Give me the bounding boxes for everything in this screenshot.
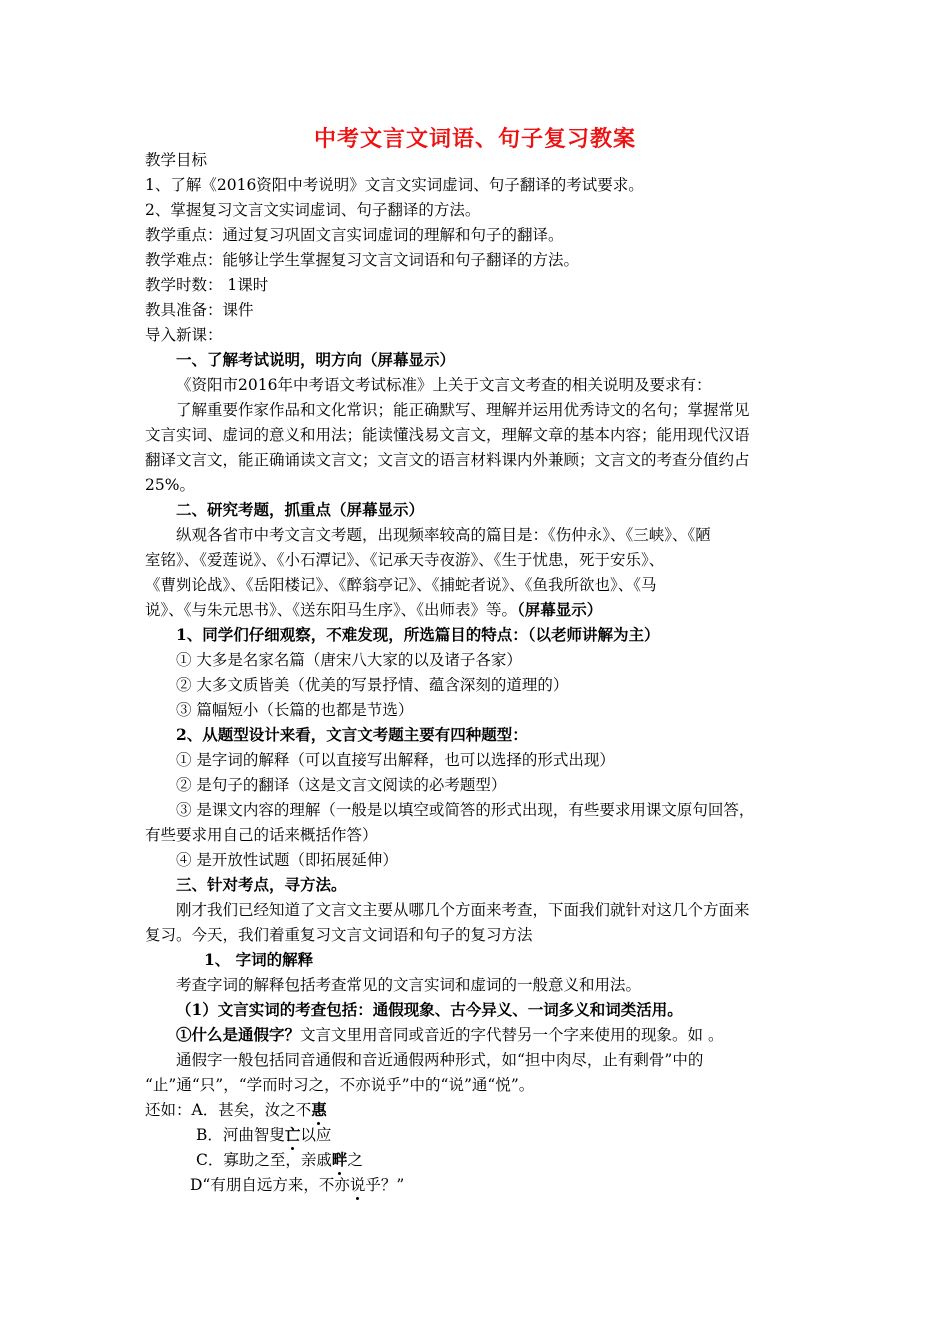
section-heading: 二、研究考题，抓重点（屏幕显示） [176, 500, 425, 519]
screen-display-note: （屏幕显示） [517, 600, 603, 619]
text-line: 教学难点：能够让学生掌握复习文言文词语和句子翻译的方法。 [145, 251, 580, 269]
text-span: 还如：A．甚矣，汝之不 [145, 1101, 312, 1119]
text-line: 通假字一般包括同音通假和音近通假两种形式，如“担中肉尽，止有剩骨”中的 [176, 1051, 704, 1069]
list-item: ① 大多是名家名篇（唐宋八大家的以及诸子各家） [176, 651, 522, 669]
example-line [196, 1150, 363, 1170]
list-item: ③ 篇幅短小（长篇的也都是节选） [176, 701, 414, 719]
emphasized-character: 说 [349, 1176, 366, 1194]
text-span: B．河曲智叟 [196, 1126, 285, 1144]
emphasized-character: 亡 [284, 1125, 301, 1144]
subsection-heading: 1、同学们仔细观察，不难发现，所选篇目的特点：（以老师讲解为主） [176, 625, 660, 644]
section-heading: 一、了解考试说明，明方向（屏幕显示） [176, 350, 456, 369]
emphasized-character: 畔 [331, 1150, 348, 1169]
text-line: 翻译文言文，能正确诵读文言文；文言文的语言材料课内外兼顾；文言文的考查分值约占 [145, 451, 750, 469]
text-line: 教学目标 [145, 151, 208, 169]
document-title: 中考文言文词语、句子复习教案 [313, 126, 636, 152]
subsection-heading: 1、 字词的解释 [204, 950, 314, 969]
text-line: 有些要求用自己的话来概括作答） [145, 826, 378, 844]
text-line: 纵观各省市中考文言文考题，出现频率较高的篇目是：《伤仲永》、《三峡》、《陋 [176, 526, 711, 544]
text-span: 之 [347, 1151, 363, 1169]
example-line [196, 1125, 331, 1145]
text-line: 刚才我们已经知道了文言文主要从哪几个方面来考查，下面我们就针对这几个方面来 [176, 901, 750, 919]
text-line [145, 600, 602, 620]
section-heading: 三、针对考点，寻方法。 [176, 875, 347, 894]
text-line: 了解重要作家作品和文化常识；能正确默写、理解并运用优秀诗文的名句；掌握常见 [176, 401, 750, 419]
text-line: 教具准备：课件 [145, 301, 254, 319]
subsection-heading: （1）文言实词的考查包括：通假现象、古今异义、一词多义和词类活用。 [176, 1000, 683, 1019]
text-line: 室铭》、《爱莲说》、《小石潭记》、《记承天寺夜游》、《生于忧患，死于安乐》、 [145, 551, 665, 569]
subsection-heading: 2、从题型设计来看，文言文考题主要有四种题型： [176, 725, 528, 744]
list-item: ① 是字词的解释（可以直接写出解释，也可以选择的形式出现） [176, 751, 615, 769]
list-item: ③ 是课文内容的理解（一般是以填空或简答的形式出现，有些要求用课文原句回答， [176, 801, 755, 819]
text-span: C．寡助之至，亲戚 [196, 1151, 332, 1169]
example-line [145, 1100, 327, 1120]
list-item: ④ 是开放性试题（即拓展延伸） [176, 851, 398, 869]
text-span: 乎？” [365, 1176, 405, 1194]
text-span: 文言文里用音同或音近的字代替另一个字来使用的现象。如 。 [300, 1026, 724, 1044]
text-line: 25%。 [145, 476, 195, 494]
text-line: 教学时数： 1课时 [145, 276, 269, 294]
text-line: 考查字词的解释包括考查常见的文言实词和虚词的一般意义和用法。 [176, 976, 642, 994]
text-line: 《曹刿论战》、《岳阳楼记》、《醉翁亭记》、《捕蛇者说》、《鱼我所欲也》、《马 [145, 576, 657, 594]
emphasized-character: 惠 [311, 1100, 327, 1119]
text-line: “止”通“只”，“学而时习之，不亦说乎”中的“说”通“悦”。 [145, 1076, 535, 1094]
question-label: ①什么是通假字？ [176, 1025, 301, 1044]
text-span: 说》、《与朱元思书》、《送东阳马生序》、《出师表》等。 [145, 601, 518, 619]
text-line: 教学重点：通过复习巩固文言实词虚词的理解和句子的翻译。 [145, 226, 564, 244]
text-line: 1、了解《2016资阳中考说明》文言文实词虚词、句子翻译的考试要求。 [145, 176, 644, 194]
list-item: ② 大多文质皆美（优美的写景抒情、蕴含深刻的道理的） [176, 676, 569, 694]
text-line: 复习。今天，我们着重复习文言文词语和句子的复习方法 [145, 926, 533, 944]
text-line: 导入新课： [145, 326, 223, 344]
text-line: 2、掌握复习文言文实词虚词、句子翻译的方法。 [145, 201, 481, 219]
text-line: 《资阳市2016年中考语文考试标准》上关于文言文考查的相关说明及要求有： [176, 376, 712, 394]
example-line [190, 1175, 404, 1195]
text-span: 以应 [300, 1126, 332, 1144]
list-item: ② 是句子的翻译（这是文言文阅读的必考题型） [176, 776, 507, 794]
text-span: D“有朋自远方来，不亦 [190, 1176, 350, 1194]
text-line [176, 1025, 723, 1045]
text-line: 文言实词、虚词的意义和用法；能读懂浅易文言文，理解文章的基本内容；能用现代汉语 [145, 426, 750, 444]
